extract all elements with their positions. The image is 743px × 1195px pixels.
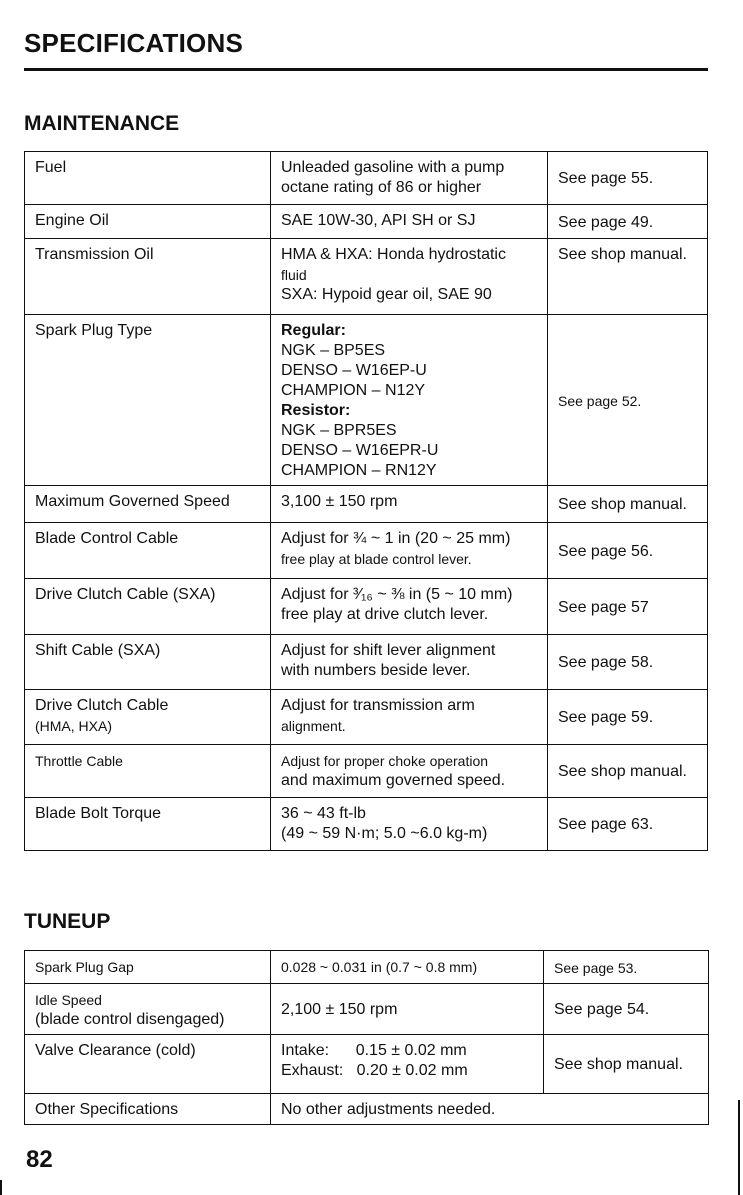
ref-cell (548, 635, 708, 690)
table-row (25, 984, 709, 1035)
spec-cell (271, 579, 548, 635)
spec-text: DENSO – W16EPR-U (281, 442, 439, 459)
ref-text: See page 55. (558, 170, 654, 187)
scan-edge-mark (0, 1180, 2, 1195)
ref-cell (544, 1035, 709, 1094)
item-text: Transmission Oil (35, 246, 154, 263)
spec-text: CHAMPION – N12Y (281, 382, 426, 399)
spec-text: fluid (281, 267, 307, 283)
table-row (25, 205, 708, 239)
spec-text: (49 ~ 59 N·m; 5.0 ~6.0 kg-m) (281, 825, 488, 842)
table-row (25, 1094, 709, 1125)
ref-cell (548, 798, 708, 851)
spec-cell (271, 1035, 544, 1094)
spec-text: free play at drive clutch lever. (281, 606, 489, 623)
tuneup-section-title: TUNEUP (24, 910, 111, 933)
ref-cell (544, 951, 709, 984)
spec-cell (271, 745, 548, 798)
ref-cell (544, 984, 709, 1035)
item-text: Blade Bolt Torque (35, 805, 162, 822)
tuneup-table (24, 950, 709, 1125)
item-cell (25, 745, 271, 798)
item-cell (25, 690, 271, 745)
ref-text: See shop manual. (554, 1056, 683, 1073)
ref-text: See page 59. (558, 709, 654, 726)
item-cell (25, 315, 271, 486)
spec-cell (271, 205, 548, 239)
spec-cell (271, 523, 548, 579)
ref-cell (548, 523, 708, 579)
ref-text: See page 58. (558, 654, 654, 671)
ref-text: See page 54. (554, 1001, 650, 1018)
item-text: Fuel (35, 159, 67, 176)
item-text: Maximum Governed Speed (35, 493, 230, 510)
item-text: (HMA, HXA) (35, 718, 112, 734)
ref-cell (548, 690, 708, 745)
spec-text: Exhaust: 0.20 ± 0.02 mm (281, 1062, 468, 1079)
spec-text: SXA: Hypoid gear oil, SAE 90 (281, 286, 492, 303)
spec-text: NGK – BP5ES (281, 342, 386, 359)
ref-cell (548, 315, 708, 486)
spec-cell (271, 239, 548, 315)
table-row (25, 798, 708, 851)
item-cell (25, 1094, 271, 1125)
ref-text: See page 49. (558, 213, 654, 231)
page-title: SPECIFICATIONS (24, 28, 244, 58)
item-text: (blade control disengaged) (35, 1011, 225, 1028)
item-text: Spark Plug Gap (35, 959, 134, 975)
item-cell (25, 152, 271, 205)
item-cell (25, 635, 271, 690)
item-text: Drive Clutch Cable (SXA) (35, 586, 216, 603)
ref-text: See page 53. (554, 960, 638, 976)
table-row (25, 315, 708, 486)
ref-text: See page 56. (558, 542, 654, 560)
maintenance-section-title: MAINTENANCE (24, 112, 180, 135)
maintenance-table (24, 151, 708, 851)
spec-text: NGK – BPR5ES (281, 422, 397, 439)
ref-cell (548, 745, 708, 798)
spec-text: with numbers beside lever. (281, 662, 471, 679)
item-cell (25, 523, 271, 579)
item-cell (25, 239, 271, 315)
item-cell (25, 205, 271, 239)
table-row (25, 1035, 709, 1094)
spec-text: SAE 10W-30, API SH or SJ (281, 212, 476, 229)
item-text: Idle Speed (35, 992, 102, 1008)
table-row (25, 690, 708, 745)
table-row (25, 523, 708, 579)
spec-text: No other adjustments needed. (281, 1101, 496, 1118)
item-cell (25, 1035, 271, 1094)
spec-text: CHAMPION – RN12Y (281, 462, 437, 479)
scan-edge-mark (738, 1100, 740, 1195)
item-text: Valve Clearance (cold) (35, 1042, 196, 1059)
spec-text: Adjust for shift lever alignment (281, 642, 496, 659)
spec-text: DENSO – W16EP-U (281, 362, 427, 379)
spec-text: HMA & HXA: Honda hydrostatic (281, 246, 506, 263)
table-row (25, 486, 708, 523)
item-text: Throttle Cable (35, 753, 123, 769)
spec-text: and maximum governed speed. (281, 772, 506, 789)
spec-cell (271, 635, 548, 690)
spec-cell (271, 1094, 709, 1125)
item-text: Engine Oil (35, 212, 109, 229)
ref-cell (548, 152, 708, 205)
item-cell (25, 579, 271, 635)
spec-cell (271, 690, 548, 745)
ref-cell (548, 239, 708, 315)
spec-text: Adjust for ¾ ~ 1 in (20 ~ 25 mm) (281, 530, 511, 547)
spec-text: Unleaded gasoline with a pump (281, 159, 505, 176)
spec-text: Resistor: (281, 402, 351, 419)
table-row (25, 579, 708, 635)
spec-text: 2,100 ± 150 rpm (281, 1001, 398, 1018)
spec-text: Regular: (281, 322, 346, 339)
table-row (25, 152, 708, 205)
table-row (25, 239, 708, 315)
spec-text: 3,100 ± 150 rpm (281, 493, 398, 510)
ref-cell (548, 486, 708, 523)
page-number: 82 (26, 1146, 53, 1173)
ref-text: See shop manual. (558, 496, 687, 513)
spec-text: Adjust for ³⁄₁₆ ~ ⅜ in (5 ~ 10 mm) (281, 586, 513, 603)
item-text: Spark Plug Type (35, 322, 153, 339)
spec-text: Adjust for proper choke operation (281, 753, 489, 769)
spec-text: Adjust for transmission arm (281, 697, 475, 714)
item-text: Shift Cable (SXA) (35, 642, 161, 659)
item-text: Drive Clutch Cable (35, 697, 169, 714)
ref-text: See shop manual. (558, 763, 687, 780)
spec-text: octane rating of 86 or higher (281, 179, 482, 196)
item-cell (25, 798, 271, 851)
spec-cell (271, 951, 544, 984)
item-cell (25, 486, 271, 523)
spec-text: 36 ~ 43 ft-lb (281, 805, 366, 822)
table-row (25, 635, 708, 690)
spec-cell (271, 315, 548, 486)
item-text: Blade Control Cable (35, 530, 179, 547)
spec-text: Intake: 0.15 ± 0.02 mm (281, 1042, 467, 1059)
title-rule (24, 68, 708, 71)
spec-cell (271, 984, 544, 1035)
table-row (25, 951, 709, 984)
ref-cell (548, 205, 708, 239)
spec-text: alignment. (281, 718, 346, 734)
spec-cell (271, 798, 548, 851)
table-row (25, 745, 708, 798)
item-text: Other Specifications (35, 1101, 179, 1118)
spec-text: 0.028 ~ 0.031 in (0.7 ~ 0.8 mm) (281, 959, 478, 975)
item-cell (25, 984, 271, 1035)
ref-text: See page 63. (558, 816, 654, 833)
ref-text: See shop manual. (558, 246, 687, 263)
spec-text: free play at blade control lever. (281, 551, 472, 567)
item-cell (25, 951, 271, 984)
spec-cell (271, 486, 548, 523)
ref-cell (548, 579, 708, 635)
spec-cell (271, 152, 548, 205)
ref-text: See page 57 (558, 598, 649, 616)
ref-text: See page 52. (558, 393, 642, 409)
